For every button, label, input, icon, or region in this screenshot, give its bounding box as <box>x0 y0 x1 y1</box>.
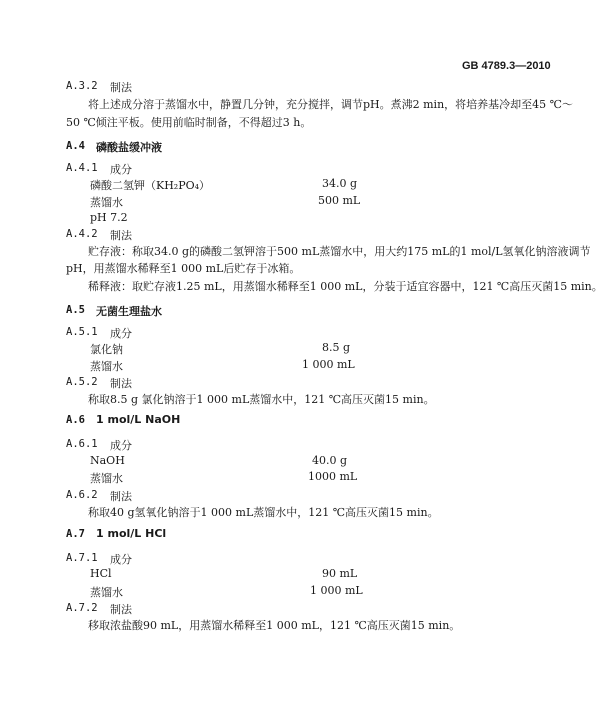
paragraph: pH，用蒸馏水稀释至1 000 mL后贮存于冰箱。 <box>66 262 301 275</box>
clause-title: 制法 <box>110 490 132 503</box>
section-number: A.6 <box>66 414 85 426</box>
section-number: A.7 <box>66 528 85 540</box>
clause-number: A.6.2 <box>66 489 98 501</box>
clause-title: 成分 <box>110 553 132 566</box>
ingredient-name: 蒸馏水 <box>90 360 123 373</box>
section-title: 1 mol/L NaOH <box>96 413 181 426</box>
ingredient-amount: 90 mL <box>322 567 358 580</box>
clause-number: A.4.2 <box>66 228 98 240</box>
ingredient-amount: 1 000 mL <box>310 584 363 597</box>
paragraph: 称取40 g氢氧化钠溶于1 000 mL蒸馏水中，121 ℃高压灭菌15 min。 <box>88 506 439 519</box>
ingredient-amount: 40.0 g <box>312 454 348 467</box>
ingredient-amount: 500 mL <box>318 194 361 207</box>
clause-number: A.7.1 <box>66 552 98 564</box>
section-number: A.5 <box>66 304 85 316</box>
clause-number: A.7.2 <box>66 602 98 614</box>
ingredient-amount: 34.0 g <box>322 177 358 190</box>
clause-title: 成分 <box>110 163 132 176</box>
standard-number: GB 4789.3—2010 <box>462 60 551 72</box>
paragraph: 将上述成分溶于蒸馏水中，静置几分钟，充分搅拌，调节pH。煮沸2 min，将培养基冷却至45 ℃～ <box>88 98 573 111</box>
clause-title: 成分 <box>110 327 132 340</box>
clause-number: A.5.2 <box>66 376 98 388</box>
clause-number: A.5.1 <box>66 326 98 338</box>
paragraph: 50 ℃倾注平板。使用前临时制备，不得超过3 h。 <box>66 116 312 129</box>
ingredient-name: 氯化钠 <box>90 343 123 356</box>
paragraph: 贮存液：称取34.0 g的磷酸二氢钾溶于500 mL蒸馏水中，用大约175 mL的1 mol/L氢氧化钠溶液调节 <box>88 245 591 258</box>
clause-title: 制法 <box>110 229 132 242</box>
clause-title: 制法 <box>110 377 132 390</box>
paragraph: 稀释液：取贮存液1.25 mL，用蒸馏水稀释至1 000 mL，分装于适宜容器中，121 ℃高压灭菌15 min。 <box>88 280 603 293</box>
clause-number: A.6.1 <box>66 438 98 450</box>
section-title: 磷酸盐缓冲液 <box>96 141 162 154</box>
ingredient-amount: 8.5 g <box>322 341 351 354</box>
ingredient-name: 蒸馏水 <box>90 472 123 485</box>
clause-title: 制法 <box>110 603 132 616</box>
paragraph: 移取浓盐酸90 mL，用蒸馏水稀释至1 000 mL，121 ℃高压灭菌15 min。 <box>88 619 461 632</box>
ingredient-name: NaOH <box>90 454 125 467</box>
clause-number: A.3.2 <box>66 80 98 92</box>
ingredient-name: 蒸馏水 <box>90 196 123 209</box>
section-title: 1 mol/L HCl <box>96 527 167 540</box>
clause-number: A.4.1 <box>66 162 98 174</box>
ingredient-name: 磷酸二氢钾（KH₂PO₄） <box>90 179 211 192</box>
clause-title: 制法 <box>110 81 132 94</box>
clause-title: 成分 <box>110 439 132 452</box>
ingredient-name: HCl <box>90 567 112 580</box>
section-title: 无菌生理盐水 <box>96 305 162 318</box>
ingredient-name: 蒸馏水 <box>90 586 123 599</box>
section-number: A.4 <box>66 140 85 152</box>
paragraph: 称取8.5 g 氯化钠溶于1 000 mL蒸馏水中，121 ℃高压灭菌15 min。 <box>88 393 435 406</box>
ph-value: pH 7.2 <box>90 211 128 224</box>
ingredient-amount: 1000 mL <box>308 470 358 483</box>
ingredient-amount: 1 000 mL <box>302 358 355 371</box>
